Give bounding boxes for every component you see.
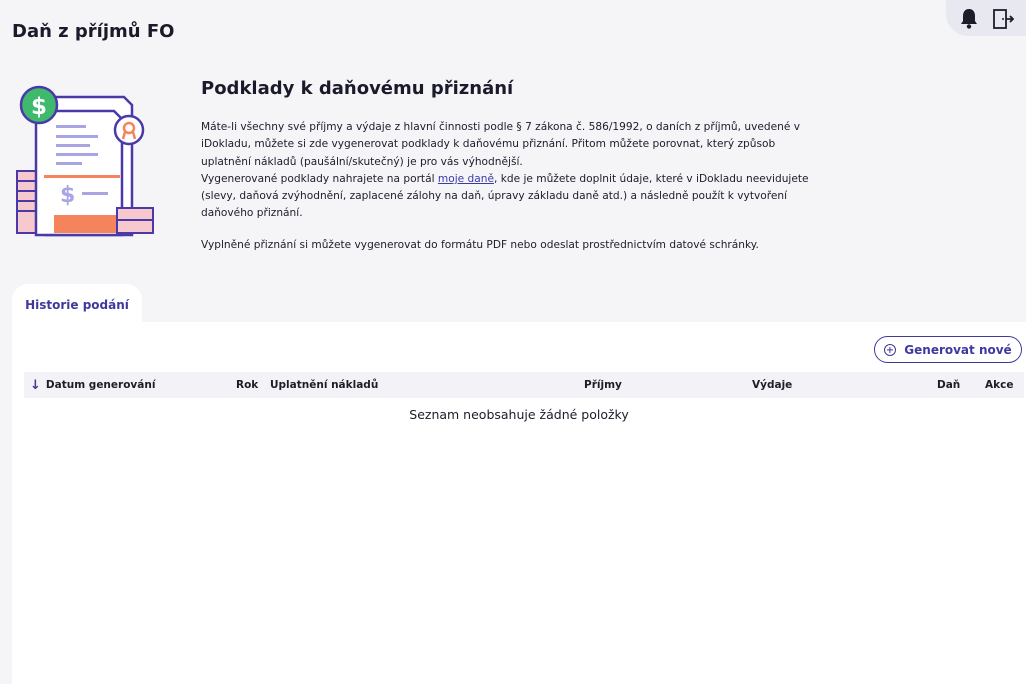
intro-text-after-link: , kde je můžete doplnit údaje, které v iDokladu neevidujete (slevy, daňová zvýhodnění, zaplacené zálohy na daň, úpravy základu daně atd.) a následně použít k vytvoření daňového přiznání. [201, 172, 809, 220]
column-expenses[interactable]: Výdaje [752, 379, 793, 391]
column-tax[interactable]: Daň [937, 379, 961, 391]
empty-list-message: Seznam neobsahuje žádné položky [409, 407, 629, 422]
intro-section [201, 78, 821, 254]
intro-paragraph-2: Vyplněné přiznání si můžete vygenerovat do formátu PDF nebo odeslat prostřednictvím datové schránky. [201, 238, 759, 251]
column-income[interactable]: Příjmy [584, 379, 622, 391]
svg-text:$: $ [31, 94, 48, 120]
intro-paragraph-part1: Máte-li všechny své příjmy a výdaje z hlavní činnosti podle § 7 zákona č. 586/1992, o daních z příjmů, uvedené v iDokladu, můžete si zde vygenerovat podklady k daňovému přiznání. Přitom můžete porovnat, který způsob uplatnění nákladů (paušální/skutečný) je pro vás výhodnější. [201, 121, 800, 168]
generate-new-label: Generovat nové [904, 342, 1012, 357]
generate-new-button[interactable] [874, 336, 1022, 363]
bell-icon[interactable] [956, 6, 982, 32]
column-date-sortable[interactable] [30, 372, 155, 398]
intro-heading: Podklady k daňovému přiznání [201, 78, 514, 99]
history-panel [12, 322, 1026, 684]
intro-paragraph-part2 [201, 171, 821, 223]
svg-text:$: $ [60, 183, 76, 208]
top-toolbar [946, 0, 1026, 36]
column-date-label: Datum generování [45, 379, 156, 391]
intro-paragraph [201, 119, 821, 223]
table-header [24, 372, 1024, 398]
badge-icon [115, 116, 143, 144]
column-year[interactable]: Rok [236, 379, 259, 391]
column-cost-method[interactable]: Uplatnění nákladů [270, 379, 379, 391]
intro-text-before-link: Vygenerované podklady nahrajete na portál [201, 172, 438, 185]
tax-documents-illustration [14, 85, 159, 240]
tab-historie-podani[interactable]: Historie podání [12, 284, 142, 326]
coin-stack-right-icon [117, 208, 153, 233]
sort-descending-icon: ↓ [30, 377, 41, 393]
moje-dane-link[interactable]: moje daně [437, 172, 494, 185]
logout-icon[interactable] [990, 6, 1016, 32]
dollar-coin-icon [21, 87, 57, 123]
page-title: Daň z příjmů FO [12, 21, 175, 42]
column-actions: Akce [985, 379, 1014, 391]
plus-circle-icon [884, 344, 896, 356]
